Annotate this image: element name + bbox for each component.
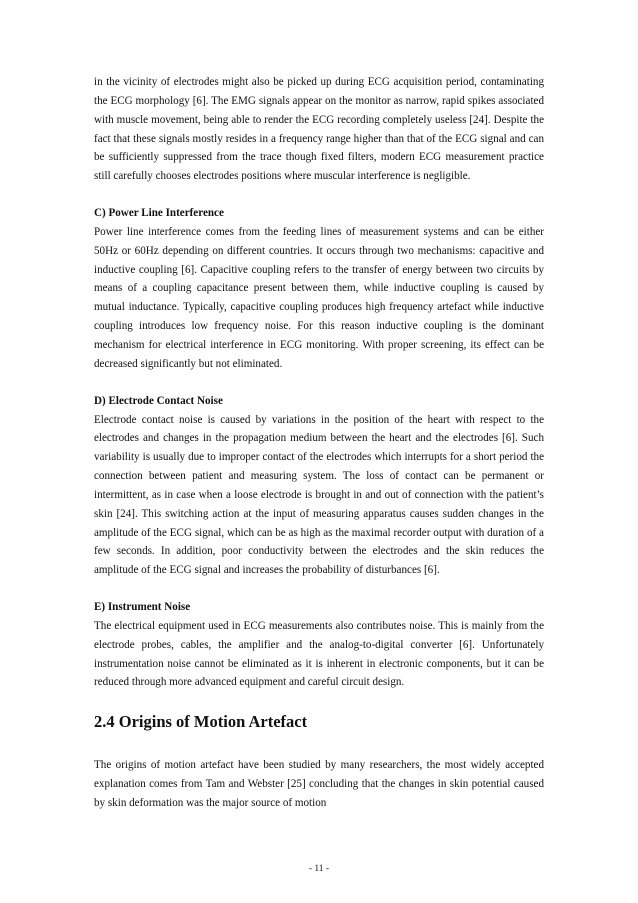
- section-heading: C) Power Line Interference: [94, 207, 224, 220]
- section-body: Power line interference comes from the feeding lines of measurement systems and can be either 50Hz or 60Hz depending on different countries. It occurs through two mechanisms: capacitive and inductive coupling [6]. Capacitive coupling refers to the transfer of energy between two circuits by means of a coupling capacitance present between them, while inductive coupling is caused by mutual inductance. Typically, capacitive coupling produces high frequency artefact while inductive coupling introduces low frequency noise. For this reason inductive coupling is the dominant mechanism for electrical interference in ECG monitoring. With proper screening, its effect can be decreased significantly but not eliminated.: [94, 225, 544, 370]
- section-body: The electrical equipment used in ECG measurements also contributes noise. This is mainly from the electrode probes, cables, the amplifier and the analog-to-digital converter [6]. Unfortunately instrumentation noise cannot be eliminated as it is inherent in electronic components, but it can be reduced through more advanced equipment and careful circuit design.: [94, 619, 544, 689]
- chapter-body: The origins of motion artefact have been studied by many researchers, the most widely accepted explanation comes from Tam and Webster [25] concluding that the changes in skin potential caused by skin deformation was the major source of motion: [94, 759, 544, 809]
- spacer: [94, 374, 544, 392]
- section-heading: E) Instrument Noise: [94, 601, 191, 614]
- section-instrument-noise: [94, 598, 544, 692]
- page-content: [94, 73, 544, 813]
- section-heading: D) Electrode Contact Noise: [94, 394, 223, 407]
- intro-paragraph: in the vicinity of electrodes might also be picked up during ECG acquisition period, contaminating the ECG morphology [6]. The EMG signals appear on the monitor as narrow, rapid spikes associated with muscle movement, being able to render the ECG recording completely useless [24]. Despite the fact that these signals mostly resides in a frequency range higher than that of the ECG signal and can be sufficiently suppressed from the trace though fixed filters, modern ECG measurement practice still carefully chooses electrodes positions where muscular interference is negligible.: [94, 76, 544, 183]
- section-electrode-contact-noise: [94, 392, 544, 580]
- spacer: [94, 580, 544, 598]
- spacer: [94, 186, 544, 204]
- section-body: Electrode contact noise is caused by variations in the position of the heart with respect to the electrodes and changes in the propagation medium between the heart and the electrodes [6]. Such variability is usually due to improper contact of the electrodes which interrupts for a short period the connection between patient and measuring system. The loss of contact can be permanent or intermittent, as in case when a loose electrode is brought in and out of connection with the patient’s skin [24]. This switching action at the input of measuring apparatus causes sudden changes in the amplitude of the ECG signal, which can be as high as the maximal recorder output with duration of a few seconds. In addition, poor conductivity between the electrodes and the skin reduces the amplitude of the ECG signal and increases the probability of disturbances [6].: [94, 413, 544, 577]
- chapter-heading: 2.4 Origins of Motion Artefact: [94, 712, 308, 732]
- page-number: - 11 -: [308, 864, 330, 874]
- section-power-line-interference: [94, 204, 544, 374]
